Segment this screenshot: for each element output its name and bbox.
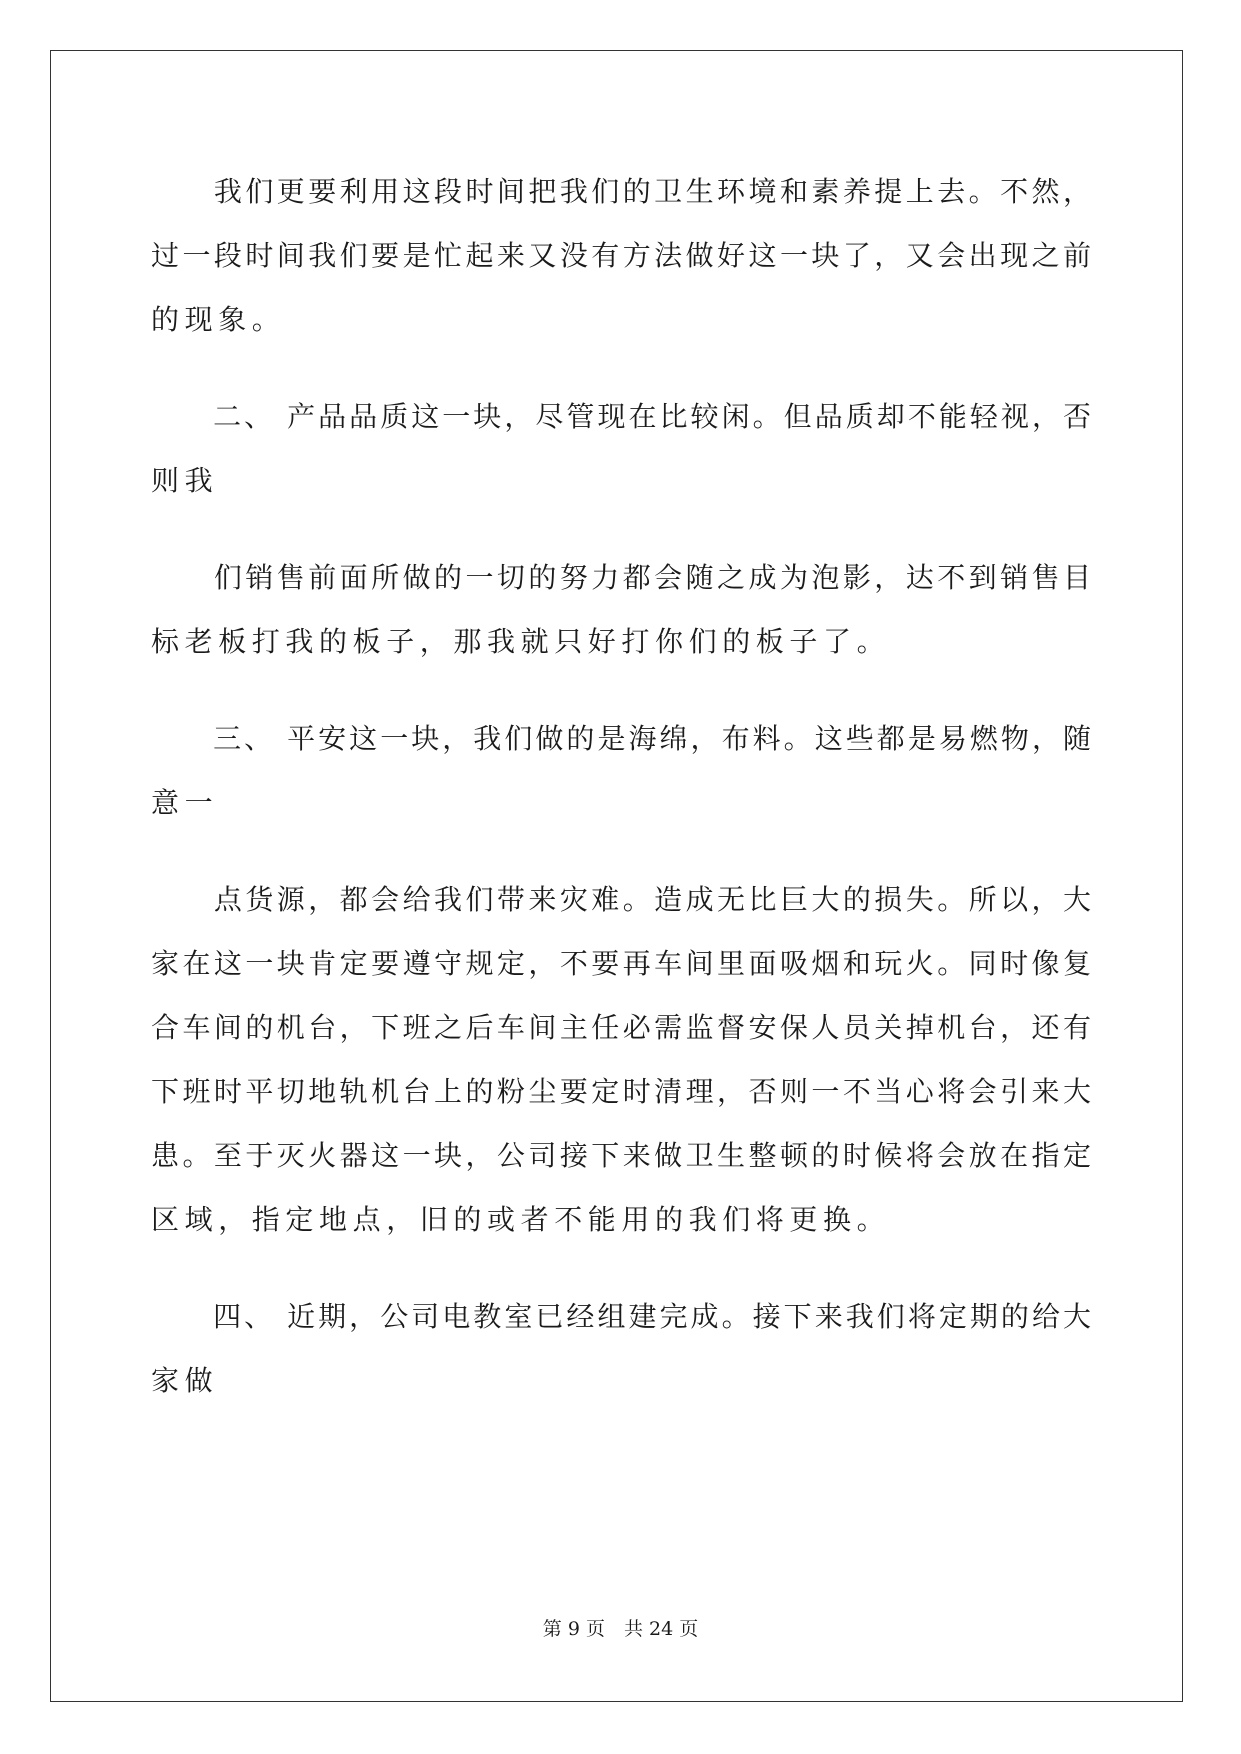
text-line: 则我 xyxy=(151,464,219,497)
text-line: 的现象。 xyxy=(151,303,286,336)
text-line: 家做 xyxy=(151,1364,219,1397)
text-line: 们销售前面所做的一切的努力都会随之成为泡影，达不到销售目 xyxy=(151,561,1091,594)
text-line: 家在这一块肯定要遵守规定，不要再车间里面吸烟和玩火。同时像复 xyxy=(151,947,1091,980)
page-number-footer: 第 9 页 共 24 页 xyxy=(542,1618,699,1640)
text-line: 三、 平安这一块，我们做的是海绵，布料。这些都是易燃物，随 xyxy=(151,722,1091,755)
text-line: 二、 产品品质这一块，尽管现在比较闲。但品质却不能轻视，否 xyxy=(151,400,1091,433)
text-line: 区域，指定地点，旧的或者不能用的我们将更换。 xyxy=(151,1203,891,1236)
text-line: 点货源，都会给我们带来灾难。造成无比巨大的损失。所以，大 xyxy=(151,883,1091,916)
text-line: 标老板打我的板子，那我就只好打你们的板子了。 xyxy=(151,625,891,658)
text-line: 意一 xyxy=(151,786,219,819)
text-line: 合车间的机台，下班之后车间主任必需监督安保人员关掉机台，还有 xyxy=(151,1011,1091,1044)
page-border xyxy=(50,50,1183,1702)
text-line: 四、 近期，公司电教室已经组建完成。接下来我们将定期的给大 xyxy=(151,1300,1091,1333)
text-line: 患。至于灭火器这一块，公司接下来做卫生整顿的时候将会放在指定 xyxy=(151,1139,1091,1172)
text-line: 下班时平切地轨机台上的粉尘要定时清理，否则一不当心将会引来大 xyxy=(151,1075,1091,1108)
text-line: 过一段时间我们要是忙起来又没有方法做好这一块了，又会出现之前 xyxy=(151,239,1091,272)
text-line: 我们更要利用这段时间把我们的卫生环境和素养提上去。不然， xyxy=(151,175,1091,208)
